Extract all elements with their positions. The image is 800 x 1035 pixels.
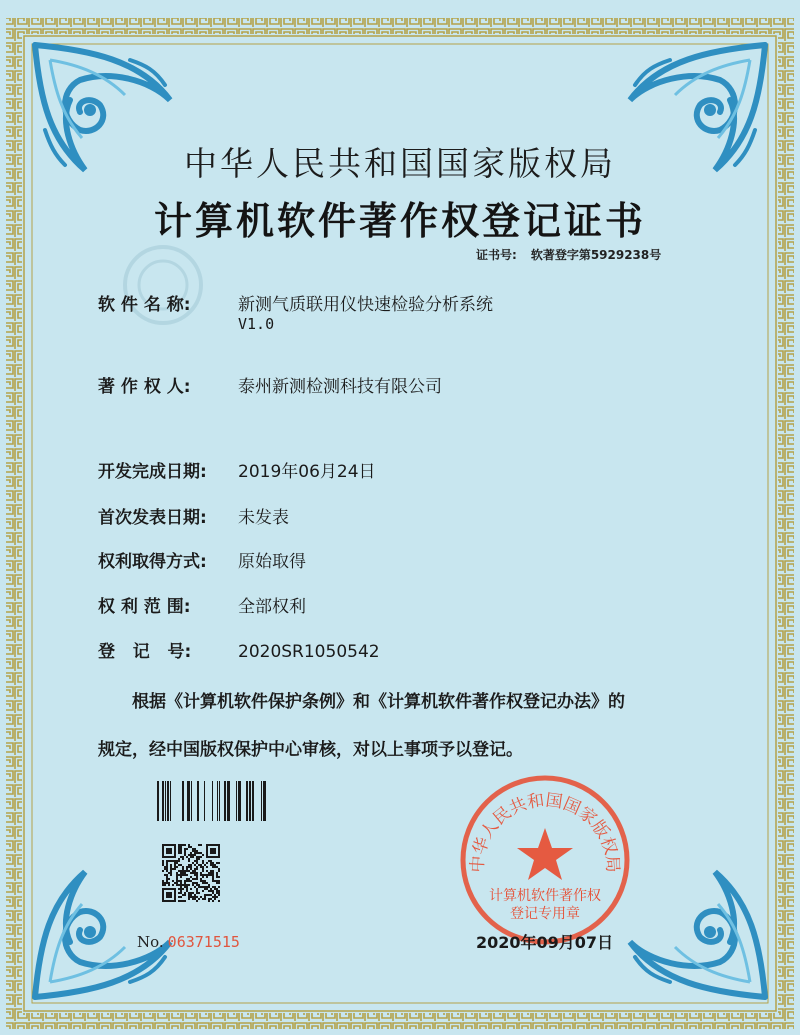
field-value: 2019年06月24日 xyxy=(238,462,376,482)
body-text-line: 规定，经中国版权保护中心审核，对以上事项予以登记。 xyxy=(98,740,523,760)
qr-code-icon xyxy=(162,844,220,902)
barcode-icon xyxy=(157,781,269,821)
certificate-number-label: 证书号: xyxy=(476,248,517,262)
field-value: 2020SR1050542 xyxy=(238,642,380,662)
field-value: 新测气质联用仪快速检验分析系统 xyxy=(238,295,493,315)
field-label: 著 作 权 人: xyxy=(98,377,191,397)
certificate-number-value: 软著登字第5929238号 xyxy=(530,248,662,262)
field-rights-scope xyxy=(98,592,306,617)
serial-number-value: 06371515 xyxy=(167,933,240,951)
certificate-number xyxy=(476,246,661,263)
field-value: 未发表 xyxy=(238,508,289,528)
corner-ornament-icon xyxy=(30,862,180,1002)
serial-number xyxy=(137,933,240,951)
corner-ornament-icon xyxy=(620,862,770,1002)
seal-inner-line1: 计算机软件著作权 xyxy=(489,888,601,904)
page-subtitle: 计算机软件著作权登记证书 xyxy=(153,198,646,243)
field-dev-date xyxy=(98,457,376,482)
serial-number-label: No. xyxy=(137,933,164,951)
field-label: 权利取得方式: xyxy=(98,552,207,572)
page-title: 中华人民共和国国家版权局 xyxy=(184,144,616,183)
body-text-line: 根据《计算机软件保护条例》和《计算机软件著作权登记办法》的 xyxy=(132,692,625,712)
field-label: 软 件 名 称: xyxy=(98,295,191,315)
field-value: 泰州新测检测科技有限公司 xyxy=(238,377,442,397)
field-label: 权 利 范 围: xyxy=(98,597,191,617)
issue-date: 2020年09月07日 xyxy=(476,933,614,952)
seal-inner-line2: 登记专用章 xyxy=(510,906,580,922)
field-publish-date xyxy=(98,503,289,528)
field-registration-number xyxy=(98,637,380,662)
field-owner xyxy=(98,372,442,397)
seal-outer-text: 中华人民共和国国家版权局 xyxy=(467,790,623,874)
field-software-name xyxy=(98,290,493,333)
field-value: 全部权利 xyxy=(238,597,306,617)
field-acquire-method xyxy=(98,547,306,572)
field-label: 登 记 号: xyxy=(98,642,192,662)
field-value: 原始取得 xyxy=(238,552,306,572)
field-label: 开发完成日期: xyxy=(98,462,207,482)
field-version: V1.0 xyxy=(238,315,275,333)
official-seal-icon xyxy=(455,770,635,950)
field-label: 首次发表日期: xyxy=(98,508,207,528)
